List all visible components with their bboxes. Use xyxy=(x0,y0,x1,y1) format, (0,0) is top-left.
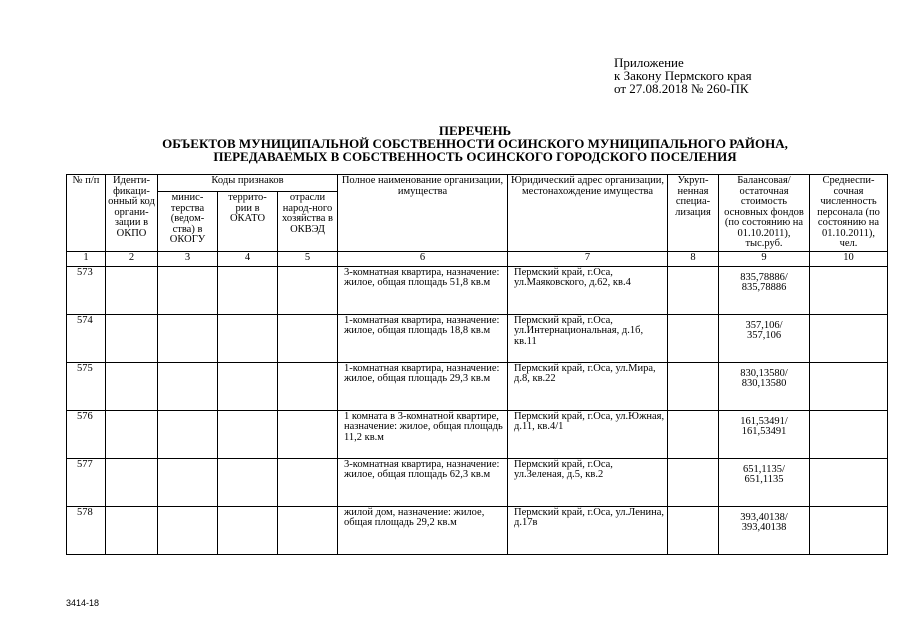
balance-value: 830,13580/ xyxy=(740,367,788,379)
column-number: 10 xyxy=(810,251,888,266)
header-address: Юридический адрес организации, местонахождение имущества xyxy=(508,175,668,252)
row-ministry xyxy=(158,314,218,362)
column-number: 6 xyxy=(338,251,508,266)
row-balance xyxy=(719,314,810,362)
row-branch xyxy=(278,266,338,314)
row-num: 573 xyxy=(67,266,106,314)
row-ident xyxy=(106,362,158,410)
header-specialization: Укруп-ненная специа-лизация xyxy=(668,175,719,252)
row-staff xyxy=(810,506,888,554)
row-num: 575 xyxy=(67,362,106,410)
balance-value: 357,106/ xyxy=(745,319,783,331)
header-staff: Среднеспи-сочная численность персонала (по состоянию на 01.10.2011), чел. xyxy=(810,175,888,252)
document-code: 3414-18 xyxy=(66,598,100,608)
header-ident: Иденти-фикаци-онный код органи-зации в ОКПО xyxy=(106,175,158,252)
header-ministry: минис-терства (ведом-ства) в ОКОГУ xyxy=(158,192,218,252)
row-num: 578 xyxy=(67,506,106,554)
row-staff xyxy=(810,266,888,314)
header-num: № п/п xyxy=(67,175,106,252)
row-address: Пермский край, г.Оса, ул.Интернациональная, д.1б, кв.11 xyxy=(508,314,668,362)
row-specialization xyxy=(668,458,719,506)
residual-value: 393,40138 xyxy=(741,522,787,533)
row-num: 577 xyxy=(67,458,106,506)
property-table xyxy=(66,174,888,555)
row-balance xyxy=(719,506,810,554)
column-number: 7 xyxy=(508,251,668,266)
residual-value: 830,13580 xyxy=(741,378,787,389)
row-ministry xyxy=(158,266,218,314)
row-specialization xyxy=(668,314,719,362)
title-line-2: ОБЪЕКТОВ МУНИЦИПАЛЬНОЙ СОБСТВЕННОСТИ ОСИНСКОГО МУНИЦИПАЛЬНОГО РАЙОНА, xyxy=(162,136,788,151)
row-name: жилой дом, назначение: жилое, общая площадь 29,2 кв.м xyxy=(338,506,508,554)
row-staff xyxy=(810,410,888,458)
row-ministry xyxy=(158,458,218,506)
row-branch xyxy=(278,362,338,410)
appendix-line-2: к Закону Пермского края xyxy=(614,68,752,83)
row-address: Пермский край, г.Оса, ул.Мира, д.8, кв.22 xyxy=(508,362,668,410)
title-line-1: ПЕРЕЧЕНЬ xyxy=(438,123,512,138)
row-staff xyxy=(810,458,888,506)
column-number: 8 xyxy=(668,251,719,266)
row-ministry xyxy=(158,410,218,458)
row-balance xyxy=(719,266,810,314)
row-specialization xyxy=(668,362,719,410)
row-ident xyxy=(106,506,158,554)
row-name: 1 комната в 3-комнатной квартире, назначение: жилое, общая площадь 11,2 кв.м xyxy=(338,410,508,458)
row-address: Пермский край, г.Оса, ул.Ленина, д.17в xyxy=(508,506,668,554)
row-name: 3-комнатная квартира, назначение: жилое, общая площадь 62,3 кв.м xyxy=(338,458,508,506)
row-branch xyxy=(278,410,338,458)
title-line-3: ПЕРЕДАВАЕМЫХ В СОБСТВЕННОСТЬ ОСИНСКОГО ГОРОДСКОГО ПОСЕЛЕНИЯ xyxy=(213,149,737,164)
row-ministry xyxy=(158,362,218,410)
balance-value: 161,53491/ xyxy=(740,415,788,427)
balance-value: 651,1135/ xyxy=(743,463,785,475)
balance-value: 835,78886/ xyxy=(740,271,788,283)
table-row xyxy=(67,314,888,362)
column-number: 3 xyxy=(158,251,218,266)
row-address: Пермский край, г.Оса, ул.Южная, д.11, кв.4/1 xyxy=(508,410,668,458)
column-number: 5 xyxy=(278,251,338,266)
row-territory xyxy=(218,506,278,554)
row-territory xyxy=(218,314,278,362)
column-number: 2 xyxy=(106,251,158,266)
document-title xyxy=(60,124,890,163)
header-branch: отрасли народ-ного хозяйства в ОКВЭД xyxy=(278,192,338,252)
table-row xyxy=(67,266,888,314)
row-ministry xyxy=(158,506,218,554)
row-balance xyxy=(719,362,810,410)
row-name: 1-комнатная квартира, назначение: жилое, общая площадь 29,3 кв.м xyxy=(338,362,508,410)
header-codes-group: Коды признаков xyxy=(158,175,338,192)
row-specialization xyxy=(668,266,719,314)
balance-value: 393,40138/ xyxy=(740,511,788,523)
appendix-line-1: Приложение xyxy=(614,55,684,70)
table-row xyxy=(67,506,888,554)
row-ident xyxy=(106,266,158,314)
row-name: 3-комнатная квартира, назначение: жилое, общая площадь 51,8 кв.м xyxy=(338,266,508,314)
residual-value: 357,106 xyxy=(746,330,782,341)
row-territory xyxy=(218,362,278,410)
column-number: 9 xyxy=(719,251,810,266)
row-territory xyxy=(218,410,278,458)
residual-value: 161,53491 xyxy=(741,426,787,437)
row-territory xyxy=(218,266,278,314)
table-row xyxy=(67,458,888,506)
residual-value: 835,78886 xyxy=(741,282,787,293)
table-row xyxy=(67,410,888,458)
row-ident xyxy=(106,314,158,362)
column-number: 1 xyxy=(67,251,106,266)
header-territory: террито-рии в ОКАТО xyxy=(218,192,278,252)
row-balance xyxy=(719,458,810,506)
row-ident xyxy=(106,458,158,506)
row-address: Пермский край, г.Оса, ул.Маяковского, д.62, кв.4 xyxy=(508,266,668,314)
appendix-note xyxy=(614,56,752,95)
row-branch xyxy=(278,458,338,506)
row-name: 1-комнатная квартира, назначение: жилое, общая площадь 18,8 кв.м xyxy=(338,314,508,362)
row-territory xyxy=(218,458,278,506)
row-branch xyxy=(278,314,338,362)
row-address: Пермский край, г.Оса, ул.Зеленая, д.5, кв.2 xyxy=(508,458,668,506)
header-balance: Балансовая/ остаточная стоимость основных фондов (по состоянию на 01.10.2011), тыс.руб. xyxy=(719,175,810,252)
row-ident xyxy=(106,410,158,458)
row-balance xyxy=(719,410,810,458)
header-name: Полное наименование организации, имущества xyxy=(338,175,508,252)
row-num: 576 xyxy=(67,410,106,458)
row-staff xyxy=(810,362,888,410)
row-specialization xyxy=(668,410,719,458)
table-row xyxy=(67,362,888,410)
row-num: 574 xyxy=(67,314,106,362)
residual-value: 651,1135 xyxy=(744,474,784,485)
appendix-line-3: от 27.08.2018 № 260-ПК xyxy=(614,81,749,96)
column-number-row xyxy=(67,251,888,266)
column-number: 4 xyxy=(218,251,278,266)
row-branch xyxy=(278,506,338,554)
row-staff xyxy=(810,314,888,362)
row-specialization xyxy=(668,506,719,554)
